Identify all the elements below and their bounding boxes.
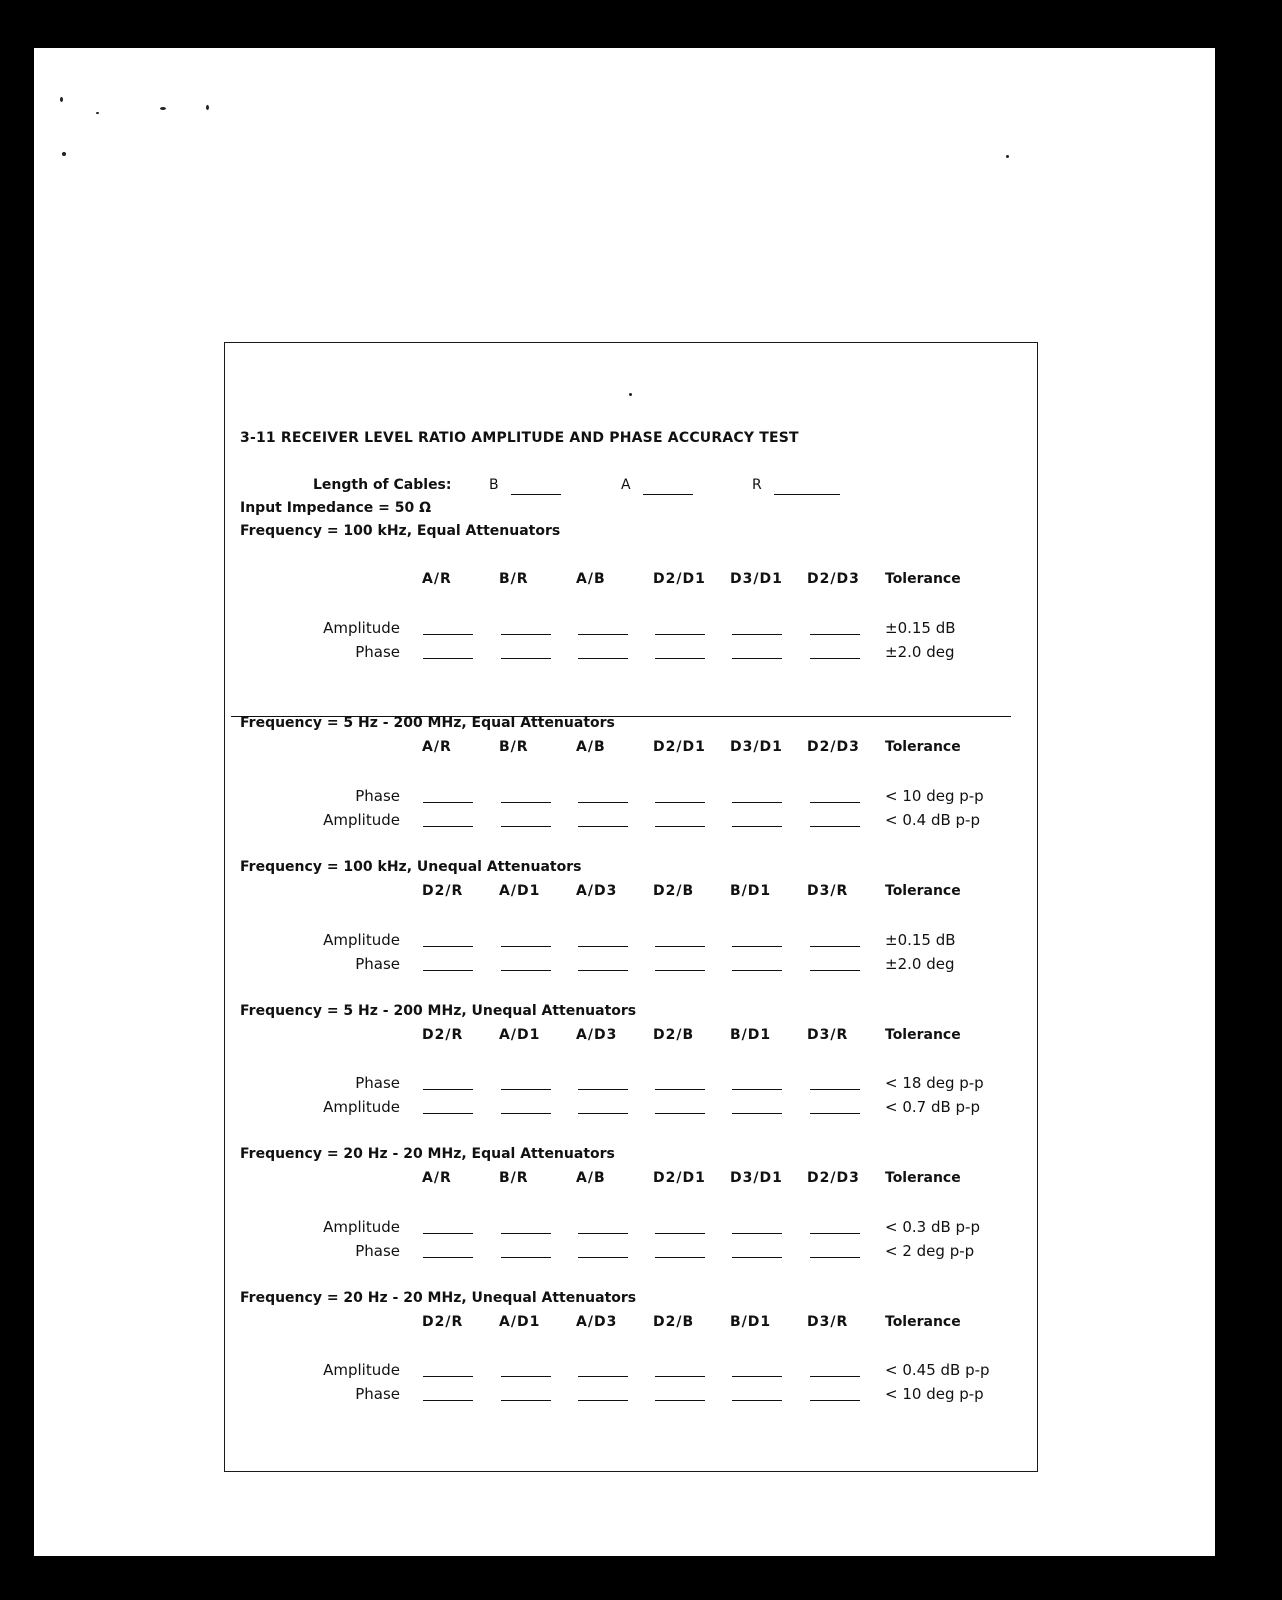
row-label: Phase (355, 787, 400, 805)
measurement-field[interactable] (423, 970, 473, 971)
measurement-field[interactable] (423, 1257, 473, 1258)
tolerance-value: ±2.0 deg (885, 643, 955, 661)
tolerance-value: < 0.45 dB p-p (885, 1361, 990, 1379)
measurement-field[interactable] (578, 826, 628, 827)
column-header: D3/R (807, 883, 849, 899)
column-header: D3/R (807, 1027, 849, 1043)
cable-r-label: R (752, 477, 762, 493)
measurement-field[interactable] (732, 1233, 782, 1234)
measurement-field[interactable] (501, 1089, 551, 1090)
measurement-field[interactable] (501, 1400, 551, 1401)
measurement-field[interactable] (655, 1376, 705, 1377)
column-header: D2/D3 (807, 1170, 860, 1186)
measurement-field[interactable] (732, 946, 782, 947)
column-header: B/R (499, 571, 529, 587)
scan-speck (60, 97, 63, 102)
tolerance-header: Tolerance (885, 883, 961, 899)
measurement-field[interactable] (655, 970, 705, 971)
column-header: A/D3 (576, 1027, 618, 1043)
measurement-field[interactable] (655, 658, 705, 659)
tolerance-value: ±0.15 dB (885, 931, 956, 949)
measurement-field[interactable] (810, 1089, 860, 1090)
measurement-field[interactable] (810, 1400, 860, 1401)
measurement-field[interactable] (578, 1113, 628, 1114)
column-header: D2/B (653, 1027, 695, 1043)
column-header: D2/D3 (807, 571, 860, 587)
measurement-field[interactable] (501, 658, 551, 659)
column-header: A/R (422, 739, 452, 755)
column-header: D2/D1 (653, 1170, 706, 1186)
measurement-field[interactable] (578, 802, 628, 803)
frequency-heading: Frequency = 20 Hz - 20 MHz, Equal Attenuators (240, 1146, 615, 1162)
form-title: 3-11 RECEIVER LEVEL RATIO AMPLITUDE AND PHASE ACCURACY TEST (240, 430, 799, 446)
column-header: D3/D1 (730, 1170, 783, 1186)
measurement-field[interactable] (578, 1400, 628, 1401)
measurement-field[interactable] (655, 1400, 705, 1401)
row-label: Phase (355, 955, 400, 973)
measurement-field[interactable] (655, 826, 705, 827)
measurement-field[interactable] (423, 1113, 473, 1114)
frequency-heading: Frequency = 5 Hz - 200 MHz, Equal Attenuators (240, 715, 615, 731)
column-header: D2/B (653, 883, 695, 899)
tolerance-value: < 2 deg p-p (885, 1242, 975, 1260)
column-header: D2/R (422, 1027, 464, 1043)
measurement-field[interactable] (501, 1257, 551, 1258)
scan-speck (62, 152, 66, 156)
measurement-field[interactable] (810, 946, 860, 947)
measurement-field[interactable] (578, 1089, 628, 1090)
scan-speck (96, 112, 99, 114)
measurement-field[interactable] (732, 970, 782, 971)
row-label: Amplitude (323, 931, 400, 949)
column-header: A/D1 (499, 1027, 541, 1043)
column-header: D2/D1 (653, 739, 706, 755)
measurement-field[interactable] (810, 658, 860, 659)
row-label: Amplitude (323, 1218, 400, 1236)
column-header: D2/R (422, 883, 464, 899)
measurement-field[interactable] (732, 1089, 782, 1090)
measurement-field[interactable] (423, 802, 473, 803)
row-label: Amplitude (323, 619, 400, 637)
measurement-field[interactable] (423, 1400, 473, 1401)
tolerance-value: < 10 deg p-p (885, 1385, 984, 1403)
scanned-page (34, 48, 1215, 1556)
cable-r-field[interactable] (774, 494, 840, 495)
column-header: A/R (422, 571, 452, 587)
column-header: A/D1 (499, 1314, 541, 1330)
measurement-field[interactable] (423, 658, 473, 659)
measurement-field[interactable] (810, 1233, 860, 1234)
tolerance-header: Tolerance (885, 571, 961, 587)
measurement-field[interactable] (578, 970, 628, 971)
measurement-field[interactable] (423, 1089, 473, 1090)
measurement-field[interactable] (732, 1257, 782, 1258)
column-header: B/R (499, 739, 529, 755)
row-label: Amplitude (323, 811, 400, 829)
measurement-field[interactable] (501, 1376, 551, 1377)
measurement-field[interactable] (810, 1376, 860, 1377)
measurement-field[interactable] (501, 1233, 551, 1234)
tolerance-header: Tolerance (885, 1170, 961, 1186)
measurement-field[interactable] (655, 802, 705, 803)
scan-speck (160, 107, 166, 110)
measurement-field[interactable] (423, 1233, 473, 1234)
row-label: Phase (355, 1074, 400, 1092)
frequency-heading: Frequency = 5 Hz - 200 MHz, Unequal Attenuators (240, 1003, 637, 1019)
row-label: Amplitude (323, 1098, 400, 1116)
measurement-field[interactable] (423, 946, 473, 947)
input-impedance: Input Impedance = 50 Ω (240, 500, 432, 516)
row-label: Phase (355, 643, 400, 661)
measurement-field[interactable] (732, 1376, 782, 1377)
column-header: A/B (576, 571, 606, 587)
scan-speck (1006, 155, 1009, 158)
column-header: A/D1 (499, 883, 541, 899)
measurement-field[interactable] (810, 1113, 860, 1114)
column-header: B/D1 (730, 883, 772, 899)
measurement-field[interactable] (655, 634, 705, 635)
measurement-field[interactable] (423, 826, 473, 827)
cable-a-label: A (621, 477, 631, 493)
measurement-field[interactable] (578, 1233, 628, 1234)
tolerance-header: Tolerance (885, 739, 961, 755)
measurement-field[interactable] (578, 946, 628, 947)
tolerance-header: Tolerance (885, 1027, 961, 1043)
measurement-field[interactable] (501, 946, 551, 947)
tolerance-value: < 0.7 dB p-p (885, 1098, 980, 1116)
column-header: A/D3 (576, 1314, 618, 1330)
measurement-field[interactable] (501, 802, 551, 803)
test-form (224, 342, 1038, 1472)
measurement-field[interactable] (578, 1376, 628, 1377)
measurement-field[interactable] (732, 802, 782, 803)
tolerance-value: < 0.4 dB p-p (885, 811, 980, 829)
column-header: A/B (576, 739, 606, 755)
measurement-field[interactable] (501, 1113, 551, 1114)
measurement-field[interactable] (423, 1376, 473, 1377)
column-header: D2/B (653, 1314, 695, 1330)
measurement-field[interactable] (501, 826, 551, 827)
column-header: D2/D1 (653, 571, 706, 587)
measurement-field[interactable] (732, 658, 782, 659)
measurement-field[interactable] (501, 634, 551, 635)
scan-speck (206, 105, 209, 110)
column-header: A/B (576, 1170, 606, 1186)
measurement-field[interactable] (578, 658, 628, 659)
column-header: D2/D3 (807, 739, 860, 755)
column-header: D3/D1 (730, 571, 783, 587)
measurement-field[interactable] (810, 970, 860, 971)
column-header: B/D1 (730, 1027, 772, 1043)
measurement-field[interactable] (732, 1113, 782, 1114)
measurement-field[interactable] (732, 826, 782, 827)
column-header: B/R (499, 1170, 529, 1186)
measurement-field[interactable] (578, 1257, 628, 1258)
cable-length-label: Length of Cables: (313, 477, 452, 493)
measurement-field[interactable] (732, 634, 782, 635)
measurement-field[interactable] (501, 970, 551, 971)
column-header: D3/R (807, 1314, 849, 1330)
measurement-field[interactable] (655, 1113, 705, 1114)
measurement-field[interactable] (810, 634, 860, 635)
column-header: D3/D1 (730, 739, 783, 755)
stray-dot (629, 393, 632, 396)
tolerance-value: ±2.0 deg (885, 955, 955, 973)
measurement-field[interactable] (810, 1257, 860, 1258)
measurement-field[interactable] (732, 1400, 782, 1401)
measurement-field[interactable] (655, 1089, 705, 1090)
measurement-field[interactable] (810, 802, 860, 803)
measurement-field[interactable] (578, 634, 628, 635)
measurement-field[interactable] (655, 946, 705, 947)
row-label: Phase (355, 1385, 400, 1403)
measurement-field[interactable] (810, 826, 860, 827)
tolerance-value: < 10 deg p-p (885, 787, 984, 805)
cable-a-field[interactable] (643, 494, 693, 495)
row-label: Amplitude (323, 1361, 400, 1379)
measurement-field[interactable] (423, 634, 473, 635)
tolerance-header: Tolerance (885, 1314, 961, 1330)
column-header: D2/R (422, 1314, 464, 1330)
column-header: A/R (422, 1170, 452, 1186)
cable-b-label: B (489, 477, 499, 493)
measurement-field[interactable] (655, 1233, 705, 1234)
frequency-heading: Frequency = 100 kHz, Unequal Attenuators (240, 859, 582, 875)
column-header: B/D1 (730, 1314, 772, 1330)
frequency-heading: Frequency = 20 Hz - 20 MHz, Unequal Attenuators (240, 1290, 637, 1306)
tolerance-value: ±0.15 dB (885, 619, 956, 637)
row-label: Phase (355, 1242, 400, 1260)
cable-b-field[interactable] (511, 494, 561, 495)
measurement-field[interactable] (655, 1257, 705, 1258)
column-header: A/D3 (576, 883, 618, 899)
tolerance-value: < 18 deg p-p (885, 1074, 984, 1092)
frequency-heading: Frequency = 100 kHz, Equal Attenuators (240, 523, 561, 539)
tolerance-value: < 0.3 dB p-p (885, 1218, 980, 1236)
